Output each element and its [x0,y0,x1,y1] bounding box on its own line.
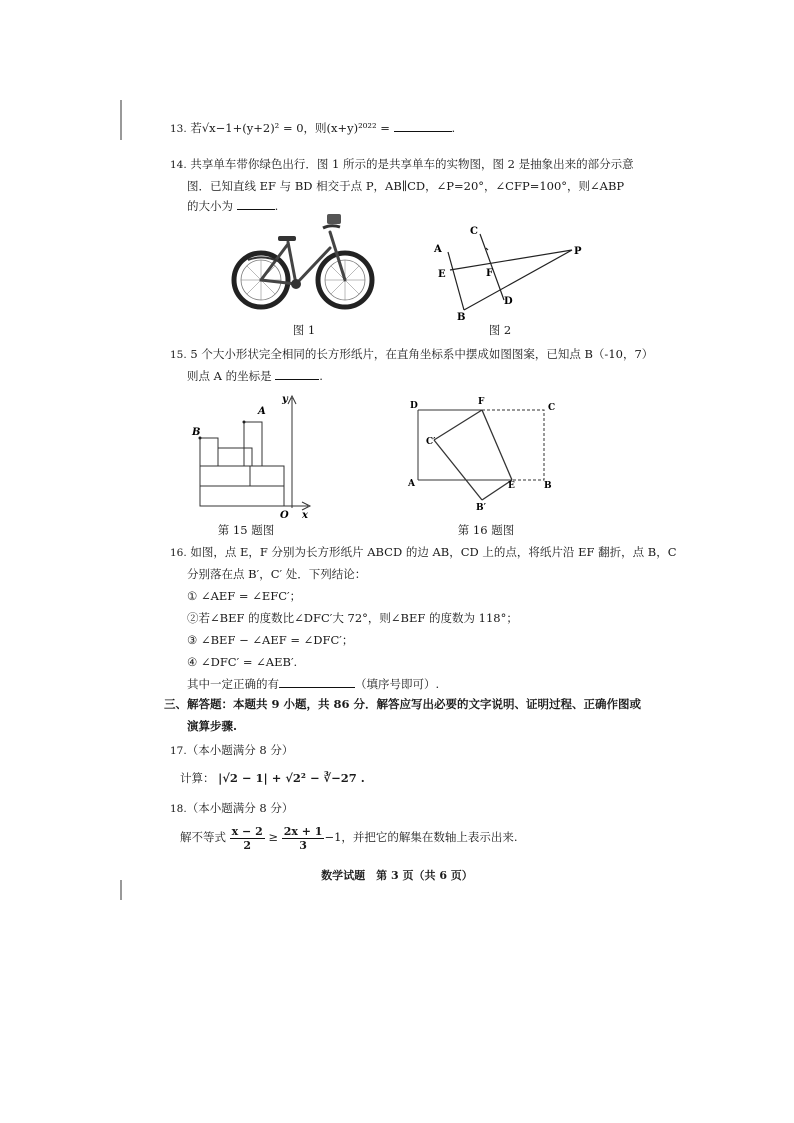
question-16-item3: ③ ∠BEF − ∠AEF = ∠DFC′； [187,633,354,647]
label-F: F [478,397,485,407]
figure-1-caption: 图 1 [292,323,316,337]
question-15-line1 [170,346,653,363]
saddle [278,236,296,241]
denominator: 3 [299,838,307,852]
question-text: 如图，点 E，F 分别为长方形纸片 ABCD 的边 AB，CD 上的点，将纸片沿 EF 翻折，点 B，C [190,545,677,559]
answer-blank[interactable] [237,199,275,210]
question-number: 13. [170,123,187,135]
question-number: 16. [170,547,187,559]
question-16-line2: 分别落在点 B′，C′ 处．下列结论： [187,567,367,581]
question-16-item4: ④ ∠DFC′ = ∠AEB′. [187,655,298,669]
punctuation: . [451,121,456,135]
figure-15-caption: 第 15 题图 [217,523,275,537]
question-17-header [170,742,293,759]
question-13 [170,120,455,137]
question-number: 15. [170,349,187,361]
question-18-body [180,822,518,852]
bicycle-figure [228,212,378,312]
question-text: 若√x−1+(y+2)² = 0，则(x+y)²⁰²² = [190,121,390,135]
label-B: B [192,427,201,438]
question-text: 计算： [180,771,215,785]
label-O: O [280,510,289,520]
question-text: 其中一定正确的有 [187,677,279,691]
question-text: 共享单车带你绿色出行．图 1 所示的是共享单车的实物图，图 2 是抽象出来的部分示意 [190,157,634,171]
answer-blank[interactable] [394,121,452,132]
answer-blank[interactable] [279,677,355,688]
numerator: x − 2 [231,824,263,838]
question-score: （本小题满分 8 分） [186,801,294,815]
label-D: D [410,401,418,411]
scan-margin-mark [120,100,122,140]
figure-2-caption: 图 2 [488,323,512,337]
fraction-left [230,825,265,852]
question-text: −1，并把它的解集在数轴上表示出来. [324,830,518,844]
label-B: B [457,312,466,322]
label-y: y [282,394,288,405]
label-E: E [508,481,515,491]
label-C: C [470,226,478,237]
question-14-line1 [170,156,634,173]
section-3-title-cont: 演算步骤. [187,719,238,733]
label-A: A [408,479,415,489]
label-E: E [438,269,446,280]
answer-blank[interactable] [275,369,319,380]
question-14-line2: 图．已知直线 EF 与 BD 相交于点 P，AB∥CD，∠P=20°，∠CFP=100°，则∠ABP [187,179,625,193]
question-15-line2 [187,368,323,384]
figure-16-folded-rectangle [404,394,564,514]
label-C: C [548,403,556,413]
label-F: F [486,268,494,279]
numerator: 2x + 1 [283,824,323,838]
figure-2-geometry [428,222,594,322]
label-C-prime: C′ [426,437,436,447]
figure-16-caption: 第 16 题图 [457,523,515,537]
question-16-item2: ②若∠BEF 的度数比∠DFC′大 72°，则∠BEF 的度数为 118°； [187,611,518,625]
label-B: B [544,481,552,491]
inequality-sign: ≥ [268,830,279,844]
question-number: 18. [170,803,187,815]
basket [327,214,341,224]
fraction-right [282,825,325,852]
question-16-line1 [170,544,677,561]
handlebar [323,226,340,228]
label-A: A [258,406,266,417]
page-footer: 数学试题 第 3 页（共 6 页） [321,869,473,882]
math-expression: |√2 − 1| + √2² − ∛−27 . [218,771,365,785]
question-text: （填序号即可）. [355,677,440,691]
question-text: 的大小为 [187,199,233,213]
question-18-header [170,800,293,817]
punctuation: . [319,369,323,383]
question-number: 14. [170,159,187,171]
question-number: 17. [170,745,187,757]
label-P: P [574,246,582,257]
label-B-prime: B′ [476,503,486,513]
question-text: 解不等式 [180,830,226,844]
section-3-title: 三、解答题：本题共 9 小题，共 86 分．解答应写出必要的文字说明、证明过程、正确作图或 [164,697,642,711]
denominator: 2 [243,838,252,852]
question-score: （本小题满分 8 分） [186,743,294,757]
label-x: x [302,510,308,520]
question-text: 5 个大小形状完全相同的长方形纸片，在直角坐标系中摆成如图图案，已知点 B（-10，7） [190,347,654,361]
figure-15-rectangles [186,390,316,520]
question-16-conclusion [187,676,439,692]
question-text: 则点 A 的坐标是 [187,369,272,383]
punctuation: . [274,199,279,213]
question-16-item1: ① ∠AEF = ∠EFC′； [187,589,302,603]
label-D: D [504,296,513,307]
question-17-body [180,770,365,786]
label-A: A [434,244,442,255]
